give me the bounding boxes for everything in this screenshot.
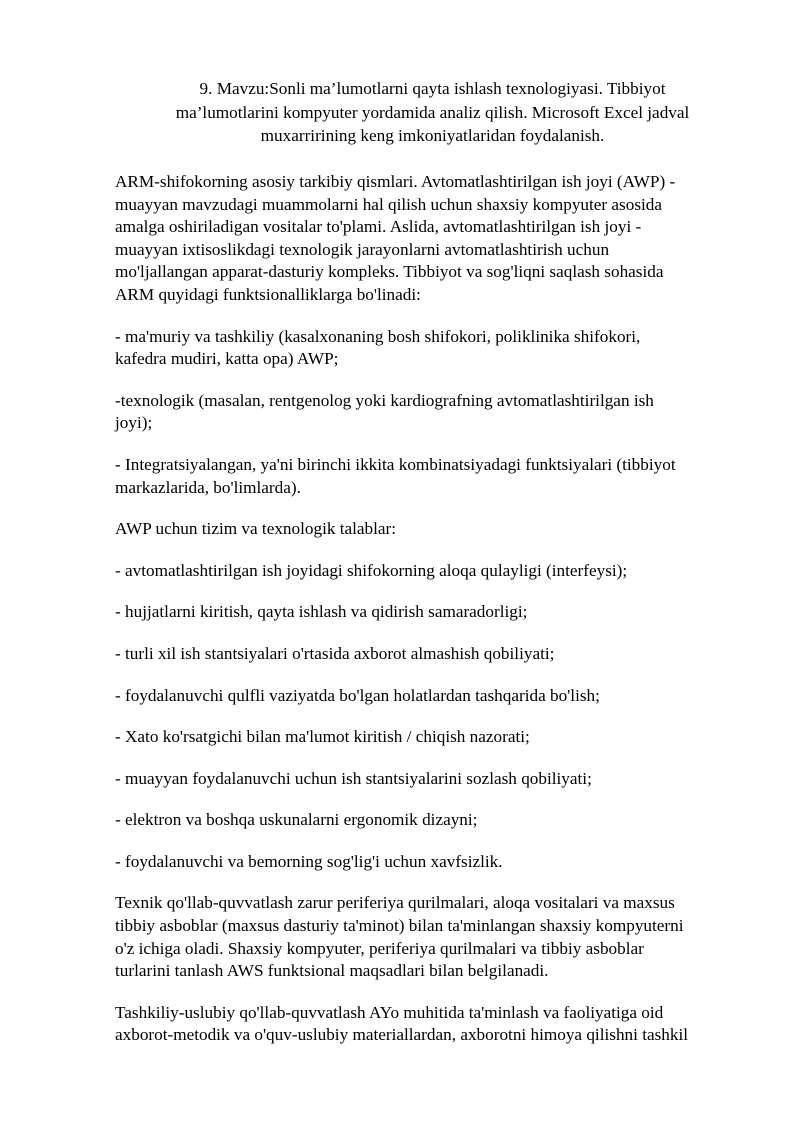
text-line: - turli xil ish stantsiyalari o'rtasida axborot almashish qobiliyati;: [115, 643, 555, 663]
text-line: AWP uchun tizim va texnologik talablar:: [115, 519, 397, 539]
text-line: tibbiy asboblar (maxsus dasturiy ta'minot) bilan ta'minlangan shaxsiy kompyuterni: [115, 916, 684, 936]
text-line: joyi);: [115, 413, 153, 433]
list-item-technological: [115, 390, 755, 435]
text-line: Texnik qo'llab-quvvatlash zarur periferiya qurilmalari, aloqa vositalari va maxsus: [115, 893, 675, 913]
text-line: - avtomatlashtirilgan ish joyidagi shifokorning aloqa qulayligi (interfeysi);: [115, 560, 628, 580]
list-item-requirement: [115, 601, 755, 624]
text-line: mo'ljallangan apparat-dasturiy kompleks. Tibbiyot va sog'liqni saqlash sohasida: [115, 262, 664, 282]
text-line: axborot-metodik va o'quv-uslubiy materiallardan, axborotni himoya qilishni tashkil: [115, 1025, 689, 1045]
text-line: - foydalanuvchi qulfli vaziyatda bo'lgan holatlardan tashqarida bo'lish;: [115, 685, 600, 705]
paragraph-technical-support: [115, 892, 755, 982]
title-line: 9. Mavzu:Sonli ma’lumotlarni qayta ishlash texnologiyasi. Tibbiyot: [199, 79, 666, 98]
section-heading-requirements: [115, 518, 755, 541]
text-line: - Xato ko'rsatgichi bilan ma'lumot kiritish / chiqish nazorati;: [115, 727, 530, 747]
paragraph-arm-intro: [115, 171, 755, 307]
text-line: ARM quyidagi funktsionalliklarga bo'linadi:: [115, 284, 421, 304]
text-line: - muayyan foydalanuvchi uchun ish stantsiyalarini sozlash qobiliyati;: [115, 768, 592, 788]
text-line: markazlarida, bo'limlarda).: [115, 477, 301, 497]
title-line: muxarririning keng imkoniyatlaridan foydalanish.: [260, 126, 605, 145]
text-line: ARM-shifokorning asosiy tarkibiy qismlari. Avtomatlashtirilgan ish joyi (AWP) -: [115, 172, 676, 191]
list-item-requirement: [115, 809, 755, 832]
text-line: - foydalanuvchi va bemorning sog'lig'i uchun xavfsizlik.: [115, 851, 503, 871]
text-line: turlarini tanlash AWS funktsional maqsadlari bilan belgilanadi.: [115, 961, 549, 981]
text-line: - hujjatlarni kiritish, qayta ishlash va qidirish samaradorligi;: [115, 602, 528, 622]
title-line: ma’lumotlarini kompyuter yordamida analiz qilish. Microsoft Excel jadval: [175, 102, 690, 122]
list-item-requirement: [115, 560, 755, 583]
text-line: amalga oshiriladigan vositalar to'plami. Aslida, avtomatlashtirilgan ish joyi -: [115, 217, 642, 237]
list-item-requirement: [115, 851, 755, 874]
text-line: muayyan ixtisoslikdagi texnologik jarayonlarni avtomatlashtirish uchun: [115, 239, 610, 259]
text-line: o'z ichiga oladi. Shaxsiy kompyuter, periferiya qurilmalari va tibbiy asboblar: [115, 938, 644, 958]
text-line: - elektron va boshqa uskunalarni ergonomik dizayni;: [115, 810, 478, 830]
list-item-requirement: [115, 768, 755, 791]
list-item-integrated: [115, 454, 755, 499]
text-line: Tashkiliy-uslubiy qo'llab-quvvatlash AYo muhitida ta'minlash va faoliyatiga oid: [115, 1002, 664, 1022]
paragraph-organizational-support: [115, 1002, 755, 1047]
text-line: - Integratsiyalangan, ya'ni birinchi ikkita kombinatsiyadagi funktsiyalari (tibbiyot: [115, 454, 676, 474]
document-body: [115, 171, 755, 1066]
list-item-requirement: [115, 643, 755, 666]
list-item-requirement: [115, 685, 755, 708]
list-item-administrative: [115, 326, 755, 371]
list-item-requirement: [115, 726, 755, 749]
text-line: muayyan mavzudagi muammolarni hal qilish uchun shaxsiy kompyuter asosida: [115, 194, 663, 214]
text-line: -texnologik (masalan, rentgenolog yoki kardiografning avtomatlashtirilgan ish: [115, 390, 654, 410]
text-line: kafedra mudiri, katta opa) AWP;: [115, 349, 339, 369]
page-title: [120, 77, 745, 148]
text-line: - ma'muriy va tashkiliy (kasalxonaning bosh shifokori, poliklinika shifokori,: [115, 326, 641, 346]
